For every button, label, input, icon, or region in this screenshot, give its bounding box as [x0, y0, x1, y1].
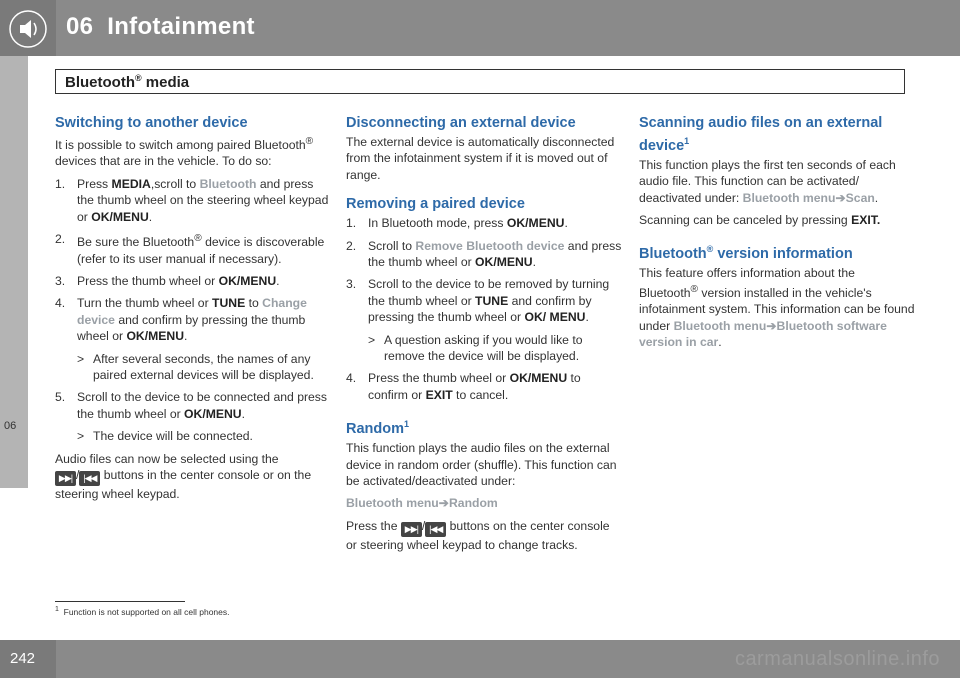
- column-right: [639, 112, 915, 356]
- page-number: 242: [10, 650, 36, 667]
- column-middle: [346, 112, 622, 559]
- scanning-cancel-paragraph: Scanning can be canceled by pressing EXIT.: [639, 213, 881, 228]
- remove-step-2: 2. Scroll to Remove Bluetooth device and press the thumb wheel or OK/MENU.: [346, 238, 622, 270]
- heading-bluetooth-version: Bluetooth® version information: [639, 244, 853, 263]
- heading-scanning: Scanning audio files on an external device$^1$: [639, 115, 883, 154]
- arrow-right-icon: ➔: [766, 318, 777, 333]
- remove-step-3-result: > A question asking if you would like to remove the device will be displayed.: [368, 332, 583, 364]
- step-3: 3. Press the thumb wheel or OK/MENU.: [55, 273, 280, 288]
- heading-random: Random$^1$: [346, 419, 410, 438]
- intro-paragraph: It is possible to switch among paired Bluetooth® devices that are in the vehicle. To do so:: [55, 136, 314, 169]
- chapter-tab: 06: [4, 420, 17, 432]
- heading-disconnecting: Disconnecting an external device: [346, 115, 576, 131]
- footnote: $^1$ Function is not supported on all cell phones.: [55, 606, 230, 617]
- step-2: 2. Be sure the Bluetooth® device is discoverable (refer to its user manual if necessary).: [55, 232, 325, 266]
- arrow-right-icon: ➔: [438, 496, 449, 511]
- remove-step-4: 4. Press the thumb wheel or OK/MENU to confirm or EXIT to cancel.: [346, 371, 581, 402]
- heading-removing-device: Removing a paired device: [346, 196, 525, 213]
- step-1: 1. Press MEDIA,scroll to Bluetooth and press the thumb wheel on the steering wheel keypad or OK/MENU.: [55, 176, 329, 224]
- arrow-right-icon: ➔: [835, 190, 846, 205]
- step-5: 5. Scroll to the device to be connected and press the thumb wheel or OK/MENU.: [55, 390, 327, 421]
- footnote-rule: [55, 601, 185, 602]
- disconnect-paragraph: The external device is automatically disconnected from the infotainment system if it is moved out of range.: [346, 135, 615, 182]
- scanning-paragraph: This function plays the first ten seconds of each audio file. This function can be activated/ deactivated under: Bluetooth menu➔Scan.: [639, 157, 896, 205]
- previous-track-icon: |◀◀: [425, 522, 446, 537]
- random-menu-path: Bluetooth menu➔Random: [346, 496, 498, 511]
- step-5-result: > The device will be connected.: [77, 429, 253, 444]
- chapter-title: 06 Infotainment: [66, 13, 255, 40]
- section-title: Bluetooth® media: [65, 73, 190, 91]
- previous-track-icon: |◀◀: [79, 471, 100, 486]
- random-buttons-paragraph: Press the ▶▶| / |◀◀ buttons on the center console or steering wheel keypad to change tracks.: [346, 518, 610, 552]
- remove-step-1: 1. In Bluetooth mode, press OK/MENU.: [346, 216, 568, 231]
- version-paragraph: This feature offers information about the Bluetooth® version installed in the vehicle's infotainment system. This information can be found under Bluetooth menu➔Bluetooth software version in car.: [639, 266, 915, 349]
- header-left-block: [0, 0, 56, 56]
- heading-switching-device: Switching to another device: [55, 115, 248, 131]
- outro-paragraph: Audio files can now be selected using the ▶▶| / |◀◀ buttons in the center console or on the steering wheel keypad.: [55, 451, 312, 502]
- column-left: [55, 112, 331, 508]
- random-paragraph: This function plays the audio files on the external device in random order (shuffle). This function can be activated/deactivated under:: [346, 441, 617, 488]
- remove-step-3: 3. Scroll to the device to be removed by turning the thumb wheel or TUNE and confirm by pressing the thumb wheel or OK/ MENU.: [346, 277, 610, 325]
- speaker-icon: [8, 9, 48, 49]
- next-track-icon: ▶▶|: [401, 522, 422, 537]
- next-track-icon: ▶▶|: [55, 471, 76, 486]
- section-header: [55, 69, 905, 94]
- step-4-result: > After several seconds, the names of any paired external devices will be displayed.: [77, 351, 314, 382]
- watermark: carmanualsonline.info: [734, 648, 940, 670]
- step-4: 4. Turn the thumb wheel or TUNE to Change device and confirm by pressing the thumb wheel or OK/MENU.: [55, 296, 307, 344]
